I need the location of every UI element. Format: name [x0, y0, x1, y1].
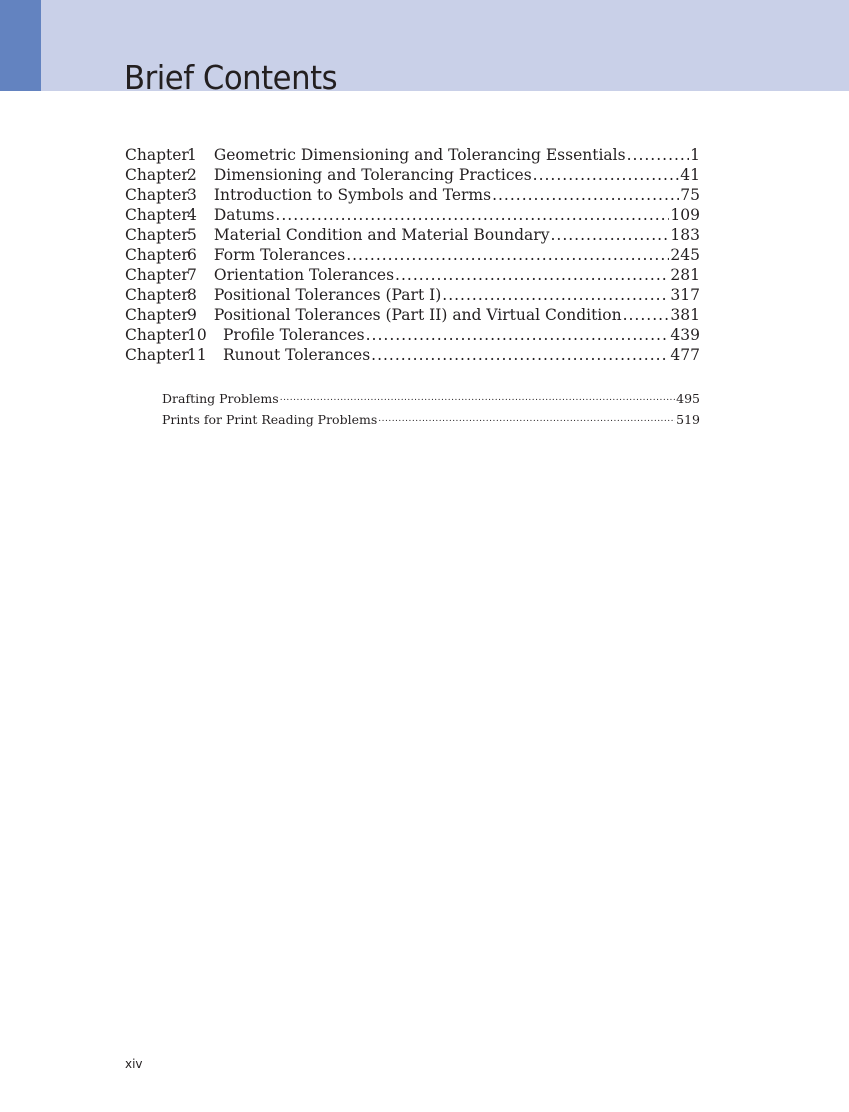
dot-leader: [623, 305, 670, 325]
chapter-page: 1: [690, 146, 700, 164]
chapter-title: Profile Tolerances: [223, 326, 365, 344]
toc-entry[interactable]: [125, 165, 700, 185]
chapter-page: 477: [670, 346, 700, 364]
chapter-page: 75: [680, 186, 700, 204]
appendix-title: Prints for Print Reading Problems: [162, 412, 378, 427]
dot-leader: [627, 145, 690, 165]
toc-entry[interactable]: [125, 245, 700, 265]
chapter-title: Form Tolerances: [213, 246, 346, 264]
toc-entry[interactable]: [125, 305, 700, 325]
chapter-page: 41: [680, 166, 700, 184]
appendix-entry[interactable]: [162, 409, 700, 430]
chapter-title: Positional Tolerances (Part I): [213, 286, 442, 304]
chapter-title: Datums: [213, 206, 275, 224]
chapter-title: Dimensioning and Tolerancing Practices: [213, 166, 532, 184]
chapter-title: Introduction to Symbols and Terms: [213, 186, 492, 204]
chapter-list: [125, 145, 700, 365]
chapter-number: 6: [187, 246, 197, 264]
chapter-label: Chapter: [125, 226, 189, 244]
page-title: Brief Contents: [124, 58, 338, 97]
toc-entry[interactable]: [125, 185, 700, 205]
chapter-page: 245: [670, 246, 700, 264]
dot-leader: [533, 165, 680, 185]
chapter-number: 8: [187, 286, 197, 304]
dot-leader: [280, 388, 675, 409]
chapter-label: Chapter: [125, 326, 189, 344]
chapter-number: 5: [187, 226, 197, 244]
toc-entry[interactable]: [125, 225, 700, 245]
chapter-title: Runout Tolerances: [223, 346, 371, 364]
chapter-label: Chapter: [125, 206, 189, 224]
chapter-number: 2: [187, 166, 197, 184]
toc-entry[interactable]: [125, 325, 700, 345]
chapter-page: 439: [670, 326, 700, 344]
chapter-title: Material Condition and Material Boundary: [213, 226, 550, 244]
chapter-number: 10: [187, 326, 207, 344]
dot-leader: [366, 325, 670, 345]
chapter-number: 11: [187, 346, 207, 364]
chapter-label: Chapter: [125, 166, 189, 184]
toc-entry[interactable]: [125, 345, 700, 365]
page-number: xiv: [125, 1057, 143, 1071]
chapter-page: 281: [670, 266, 700, 284]
chapter-label: Chapter: [125, 146, 189, 164]
chapter-title: Geometric Dimensioning and Tolerancing Essentials: [213, 146, 626, 164]
dot-leader: [378, 409, 675, 430]
chapter-page: 183: [670, 226, 700, 244]
toc-entry[interactable]: [125, 145, 700, 165]
chapter-number: 9: [187, 306, 197, 324]
dot-leader: [442, 285, 669, 305]
chapter-title: Positional Tolerances (Part II) and Virtual Condition: [213, 306, 622, 324]
appendix-entry[interactable]: [162, 388, 700, 409]
dot-leader: [550, 225, 669, 245]
appendix-list: [162, 388, 700, 430]
chapter-label: Chapter: [125, 266, 189, 284]
chapter-page: 381: [670, 306, 700, 324]
chapter-label: Chapter: [125, 186, 189, 204]
chapter-number: 7: [187, 266, 197, 284]
appendix-page: 495: [676, 391, 700, 406]
chapter-label: Chapter: [125, 346, 189, 364]
chapter-title: Orientation Tolerances: [213, 266, 395, 284]
appendix-title: Drafting Problems: [162, 391, 279, 406]
chapter-number: 3: [187, 186, 197, 204]
toc-entry[interactable]: [125, 205, 700, 225]
chapter-page: 109: [670, 206, 700, 224]
dot-leader: [275, 205, 669, 225]
chapter-label: Chapter: [125, 306, 189, 324]
toc-entry[interactable]: [125, 285, 700, 305]
dot-leader: [492, 185, 679, 205]
dot-leader: [346, 245, 669, 265]
appendix-page: 519: [676, 412, 700, 427]
chapter-label: Chapter: [125, 286, 189, 304]
chapter-number: 1: [187, 146, 197, 164]
chapter-page: 317: [670, 286, 700, 304]
chapter-number: 4: [187, 206, 197, 224]
chapter-label: Chapter: [125, 246, 189, 264]
header-tab-accent: [0, 0, 41, 91]
dot-leader: [371, 345, 669, 365]
toc-entry[interactable]: [125, 265, 700, 285]
dot-leader: [395, 265, 669, 285]
